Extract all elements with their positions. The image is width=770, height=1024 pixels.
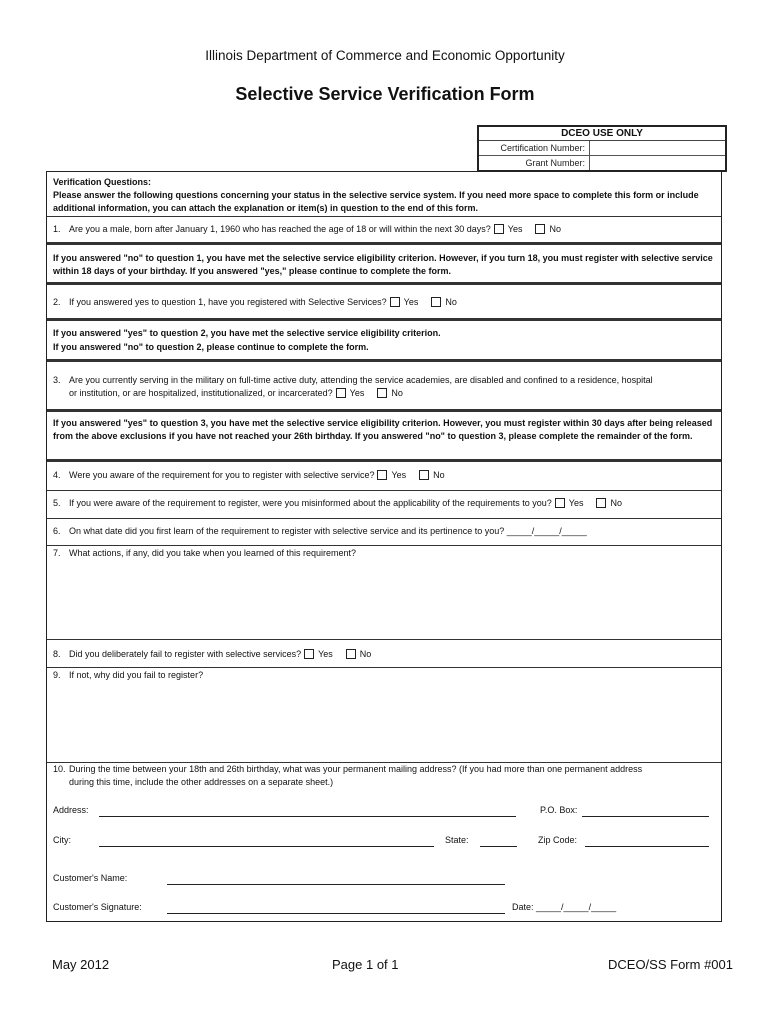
dceo-use-only-box xyxy=(477,125,727,172)
q2-yes-checkbox[interactable] xyxy=(390,297,400,307)
q4-no-checkbox[interactable] xyxy=(419,470,429,480)
q5-yes-checkbox[interactable] xyxy=(555,498,565,508)
q8-no-checkbox[interactable] xyxy=(346,649,356,659)
q5-no-checkbox[interactable] xyxy=(596,498,606,508)
state-field[interactable] xyxy=(480,836,517,847)
verification-form xyxy=(46,171,722,922)
grant-number-field[interactable] xyxy=(590,156,725,170)
question-5: 5. If you were aware of the requirement to register, were you misinformed about the applicability of the requirements to you? Yes No xyxy=(53,498,622,508)
q1-no-checkbox[interactable] xyxy=(535,224,545,234)
question-9-answer-area[interactable] xyxy=(47,684,721,760)
intro-text: Please answer the following questions concerning your status in the selective service system. If you need more space to complete this form or include additional information, you can attach the explanation or item(s) in question to the end of this form. xyxy=(53,190,699,213)
q4-yes-checkbox[interactable] xyxy=(377,470,387,480)
question-8: 8. Did you deliberately fail to register with selective services? Yes No xyxy=(53,649,372,659)
question-6: 6. On what date did you first learn of the requirement to register with selective service and its pertinence to you? _____/_____/_____ xyxy=(53,526,587,536)
zip-code-field[interactable] xyxy=(585,836,709,847)
question-10: 10. During the time between your 18th and 26th birthday, what was your permanent mailing address? (If you had more than one permanent address during this time, include the other addresses on a separate sheet.) xyxy=(53,764,643,787)
question-9: 9. If not, why did you fail to register? xyxy=(53,670,204,680)
footer-form-number: DCEO/SS Form #001 xyxy=(608,957,733,972)
question-4: 4. Were you aware of the requirement for you to register with selective service? Yes No xyxy=(53,470,445,480)
state-label: State: xyxy=(445,835,469,845)
city-label: City: xyxy=(53,835,71,845)
po-box-field[interactable] xyxy=(582,806,709,817)
q1-yes-checkbox[interactable] xyxy=(494,224,504,234)
question-7-answer-area[interactable] xyxy=(47,562,721,638)
question-3: 3. Are you currently serving in the military on full-time active duty, attending the service academies, are disabled and confined to a residence, hospital or institution, or are hospitalized, institutionalized, or incarcerated? Yes No xyxy=(53,375,653,398)
certification-number-field[interactable] xyxy=(590,141,725,155)
note-question-3: If you answered "yes" to question 3, you have met the selective service eligibility criterion. However, you must register within 30 days after being released from the above exclusions if you have not reached your 26th birthday. If you answered "no" to question 3, please complete the remainder of the form. xyxy=(53,418,713,441)
grant-number-label: Grant Number: xyxy=(479,156,590,170)
q3-yes-checkbox[interactable] xyxy=(336,388,346,398)
note-question-1: If you answered "no" to question 1, you have met the selective service eligibility criterion. However, if you turn 18, you must register with selective service within 18 days of your birthday. If you answered "yes," please continue to complete the form. xyxy=(53,253,713,276)
footer-date: May 2012 xyxy=(52,957,110,972)
po-box-label: P.O. Box: xyxy=(540,805,578,815)
customer-name-label: Customer's Name: xyxy=(53,873,128,883)
address-label: Address: xyxy=(53,805,89,815)
q8-yes-checkbox[interactable] xyxy=(304,649,314,659)
q2-no-checkbox[interactable] xyxy=(431,297,441,307)
certification-number-label: Certification Number: xyxy=(479,141,590,155)
date-field[interactable]: Date: _____/_____/_____ xyxy=(512,902,617,912)
address-field[interactable] xyxy=(99,806,516,817)
dceo-heading: DCEO USE ONLY xyxy=(479,127,725,141)
customer-signature-field[interactable] xyxy=(167,903,505,914)
form-title: Selective Service Verification Form xyxy=(235,84,535,104)
note-question-2-no: If you answered "no" to question 2, please continue to complete the form. xyxy=(53,342,369,352)
question-2: 2. If you answered yes to question 1, have you registered with Selective Services? Yes No xyxy=(53,297,457,307)
customer-signature-label: Customer's Signature: xyxy=(53,902,142,912)
question-7: 7. What actions, if any, did you take when you learned of this requirement? xyxy=(53,548,356,558)
city-field[interactable] xyxy=(99,836,434,847)
intro-heading: Verification Questions: xyxy=(53,177,152,187)
note-question-2-yes: If you answered "yes" to question 2, you have met the selective service eligibility criterion. xyxy=(53,328,441,338)
footer-page: Page 1 of 1 xyxy=(332,957,399,972)
zip-code-label: Zip Code: xyxy=(538,835,578,845)
question-1: 1. Are you a male, born after January 1, 1960 who has reached the age of 18 or will within the next 30 days? Yes No xyxy=(53,224,561,234)
agency-name: Illinois Department of Commerce and Economic Opportunity xyxy=(205,48,565,63)
customer-name-field[interactable] xyxy=(167,874,505,885)
q3-no-checkbox[interactable] xyxy=(377,388,387,398)
